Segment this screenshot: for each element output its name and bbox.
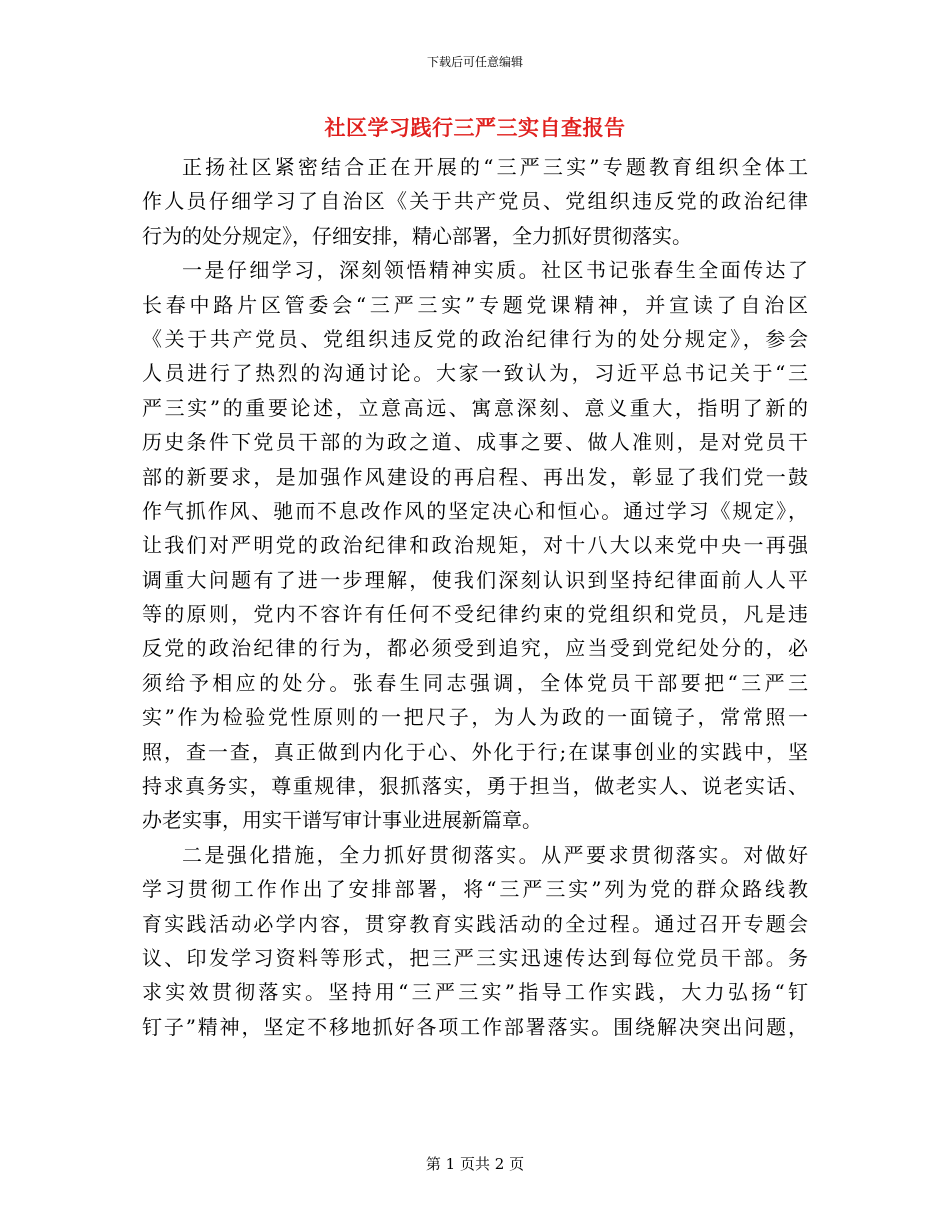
body-line: 作气抓作风、驰而不息改作风的坚定决心和恒心。通过学习《规定》，: [142, 498, 808, 523]
body-line: 照，查一查，真正做到内化于心、外化于行;在谋事创业的实践中，坚: [142, 739, 808, 764]
body-line: 历史条件下党员干部的为政之道、成事之要、做人准则，是对党员干: [142, 430, 808, 455]
body-line: 严三实”的重要论述，立意高远、寓意深刻、意义重大，指明了新的: [142, 395, 808, 420]
body-line: 育实践活动必学内容，贯穿教育实践活动的全过程。通过召开专题会: [142, 911, 808, 936]
body-line: 长春中路片区管委会“三严三实”专题党课精神，并宣读了自治区: [142, 292, 808, 317]
body-line: 实”作为检验党性原则的一把尺子，为人为政的一面镜子，常常照一: [142, 705, 808, 730]
body-line: 让我们对严明党的政治纪律和政治规矩，对十八大以来党中央一再强: [142, 533, 808, 558]
body-line: 反党的政治纪律的行为，都必须受到追究，应当受到党纪处分的，必: [142, 636, 808, 661]
body-line: 《关于共产党员、党组织违反党的政治纪律行为的处分规定》，参会: [142, 326, 808, 351]
body-line: 行为的处分规定》，仔细安排，精心部署，全力抓好贯彻落实。: [142, 223, 692, 248]
body-line: 作人员仔细学习了自治区《关于共产党员、党组织违反党的政治纪律: [142, 189, 808, 214]
body-line: 钉子”精神，坚定不移地抓好各项工作部署落实。围绕解决突出问题，: [142, 1014, 808, 1039]
document-title: 社区学习践行三严三实自查报告: [324, 115, 626, 140]
body-line: 须给予相应的处分。张春生同志强调，全体党员干部要把“三严三: [142, 670, 808, 695]
body-line: 一是仔细学习，深刻领悟精神实质。社区书记张春生全面传达了: [182, 258, 808, 283]
document-body: [142, 150, 808, 1044]
body-line: 人员进行了热烈的沟通讨论。大家一致认为，习近平总书记关于“三: [142, 361, 808, 386]
body-line: 持求真务实，尊重规律，狠抓落实，勇于担当，做老实人、说老实话、: [142, 774, 808, 799]
body-line: 正扬社区紧密结合正在开展的“三严三实”专题教育组织全体工: [182, 155, 808, 179]
body-line: 二是强化措施，全力抓好贯彻落实。从严要求贯彻落实。对做好: [182, 842, 808, 867]
header-note: 下载后可任意编辑: [426, 55, 523, 69]
body-line: 议、印发学习资料等形式，把三严三实迅速传达到每位党员干部。务: [142, 945, 808, 970]
body-line: 等的原则，党内不容许有任何不受纪律约束的党组织和党员，凡是违: [142, 602, 808, 627]
body-line: 调重大问题有了进一步理解，使我们深刻认识到坚持纪律面前人人平: [142, 567, 808, 592]
body-line: 办老实事，用实干谱写审计事业进展新篇章。: [142, 808, 542, 833]
page-number: 第 1 页共 2 页: [425, 1155, 525, 1173]
body-line: 求实效贯彻落实。坚持用“三严三实”指导工作实践，大力弘扬“钉: [142, 980, 808, 1005]
body-line: 学习贯彻工作作出了安排部署，将“三严三实”列为党的群众路线教: [142, 877, 808, 902]
body-line: 部的新要求，是加强作风建设的再启程、再出发，彰显了我们党一鼓: [142, 464, 808, 489]
